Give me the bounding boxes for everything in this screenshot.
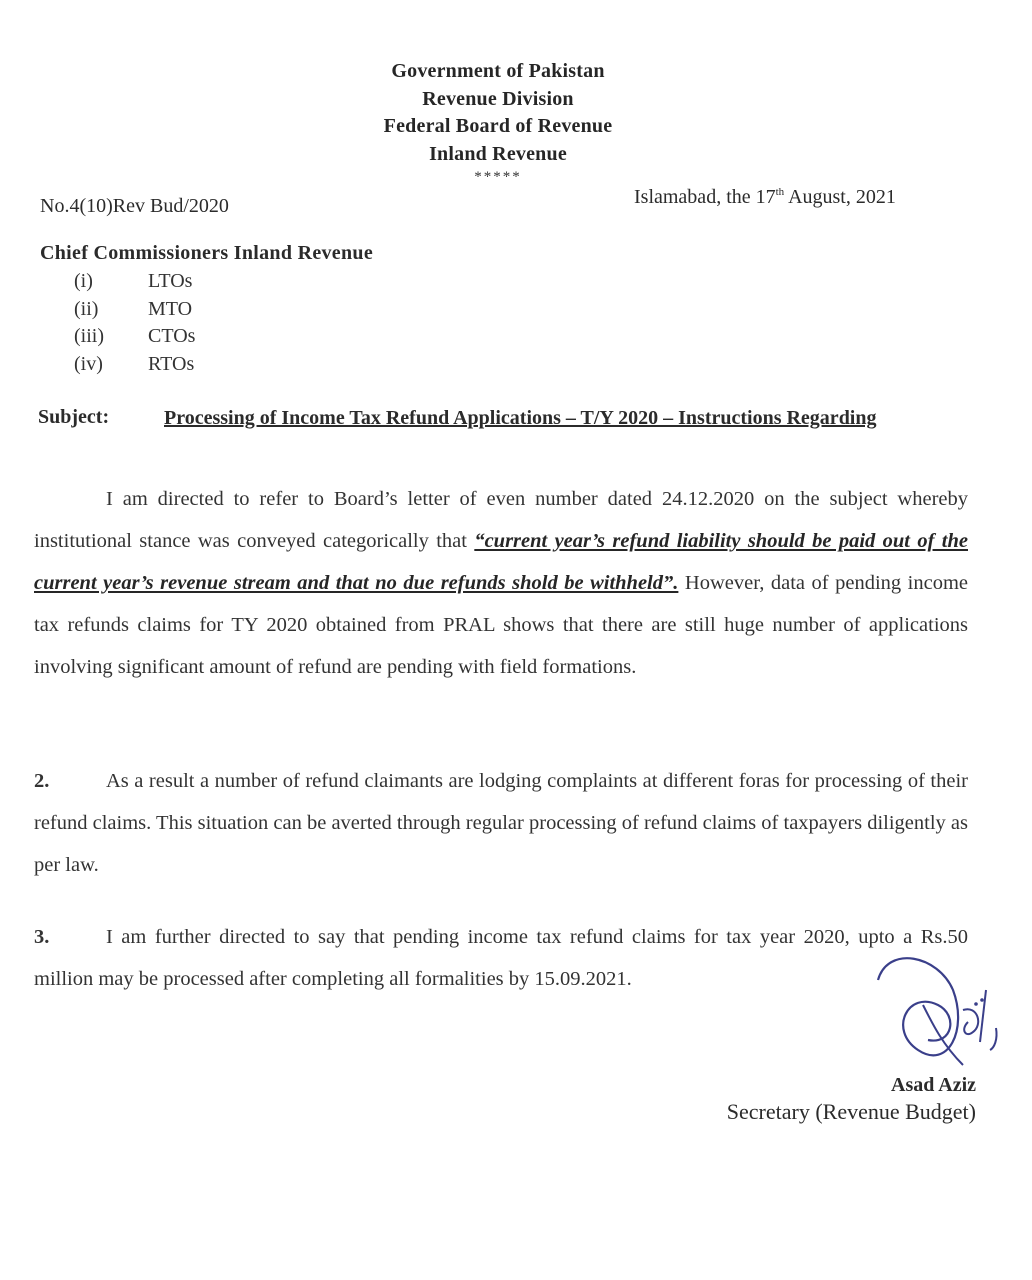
- paragraph-1: [34, 478, 968, 688]
- paragraph-2-number: 2.: [34, 770, 50, 792]
- letterhead-wing: Inland Revenue: [429, 142, 567, 165]
- paragraph-2-text: As a result a number of refund claimants are lodging complaints at different foras for processing of their refund claims. This situation can be averted through regular processing of refund claims of taxpayers diligently as per law.: [34, 770, 968, 876]
- office-name: RTOs: [148, 352, 195, 375]
- office-number: (ii): [74, 297, 99, 320]
- date-day: Islamabad, the 17: [634, 186, 776, 208]
- addressee: Chief Commissioners Inland Revenue: [40, 242, 373, 264]
- office-item: [74, 351, 195, 379]
- office-item: [74, 296, 195, 324]
- letterhead-division: Revenue Division: [422, 87, 574, 110]
- paragraph-3-text: I am further directed to say that pending income tax refund claims for tax year 2020, upto a Rs.50 million may be processed after completing all formalities by 15.09.2021.: [34, 926, 968, 990]
- signatory-name: Asad Aziz: [891, 1074, 976, 1096]
- paragraph-1-rest: However, data of pending income tax refunds claims for TY 2020 obtained from PRAL shows that there are still huge number of applications involving significant amount of refund are pending with field formations.: [34, 572, 968, 678]
- letter-date: [634, 186, 896, 209]
- letterhead-stars: *****: [474, 169, 522, 185]
- signatory-title: Secretary (Revenue Budget): [726, 1099, 976, 1124]
- date-ordinal: th: [775, 186, 785, 198]
- office-number: (i): [74, 270, 93, 292]
- letterhead: [0, 58, 996, 186]
- reference-number: No.4(10)Rev Bud/2020: [40, 195, 229, 217]
- office-item: [74, 323, 195, 351]
- signature-block: [680, 1074, 976, 1125]
- office-list: [74, 268, 195, 378]
- office-number: (iii): [74, 325, 104, 347]
- paragraph-1-intro: I am directed to refer to Board’s letter of even number dated 24.12.2020 on the subject whereby institutional stance was conveyed categorically that: [34, 488, 968, 552]
- paragraph-3: [34, 916, 968, 1000]
- letterhead-board: Federal Board of Revenue: [383, 115, 613, 137]
- letterhead-government: Government of Pakistan: [391, 60, 605, 82]
- paragraph-1-quote: “current year’s refund liability should be paid out of the current year’s revenue stream and that no due refunds shold be withheld”.: [34, 530, 968, 594]
- office-item: [74, 268, 195, 296]
- date-month-year: August, 2021: [784, 186, 896, 208]
- handwritten-signature: [868, 950, 1018, 1090]
- paragraph-3-number: 3.: [34, 926, 50, 948]
- office-number: (iv): [74, 352, 103, 375]
- office-name: LTOs: [148, 270, 193, 292]
- office-name: MTO: [148, 297, 193, 320]
- office-name: CTOs: [148, 325, 196, 347]
- subject-text: Processing of Income Tax Refund Applications – T/Y 2020 – Instructions Regarding: [164, 407, 877, 429]
- subject-label: Subject:: [38, 406, 110, 428]
- paragraph-2: [34, 760, 968, 886]
